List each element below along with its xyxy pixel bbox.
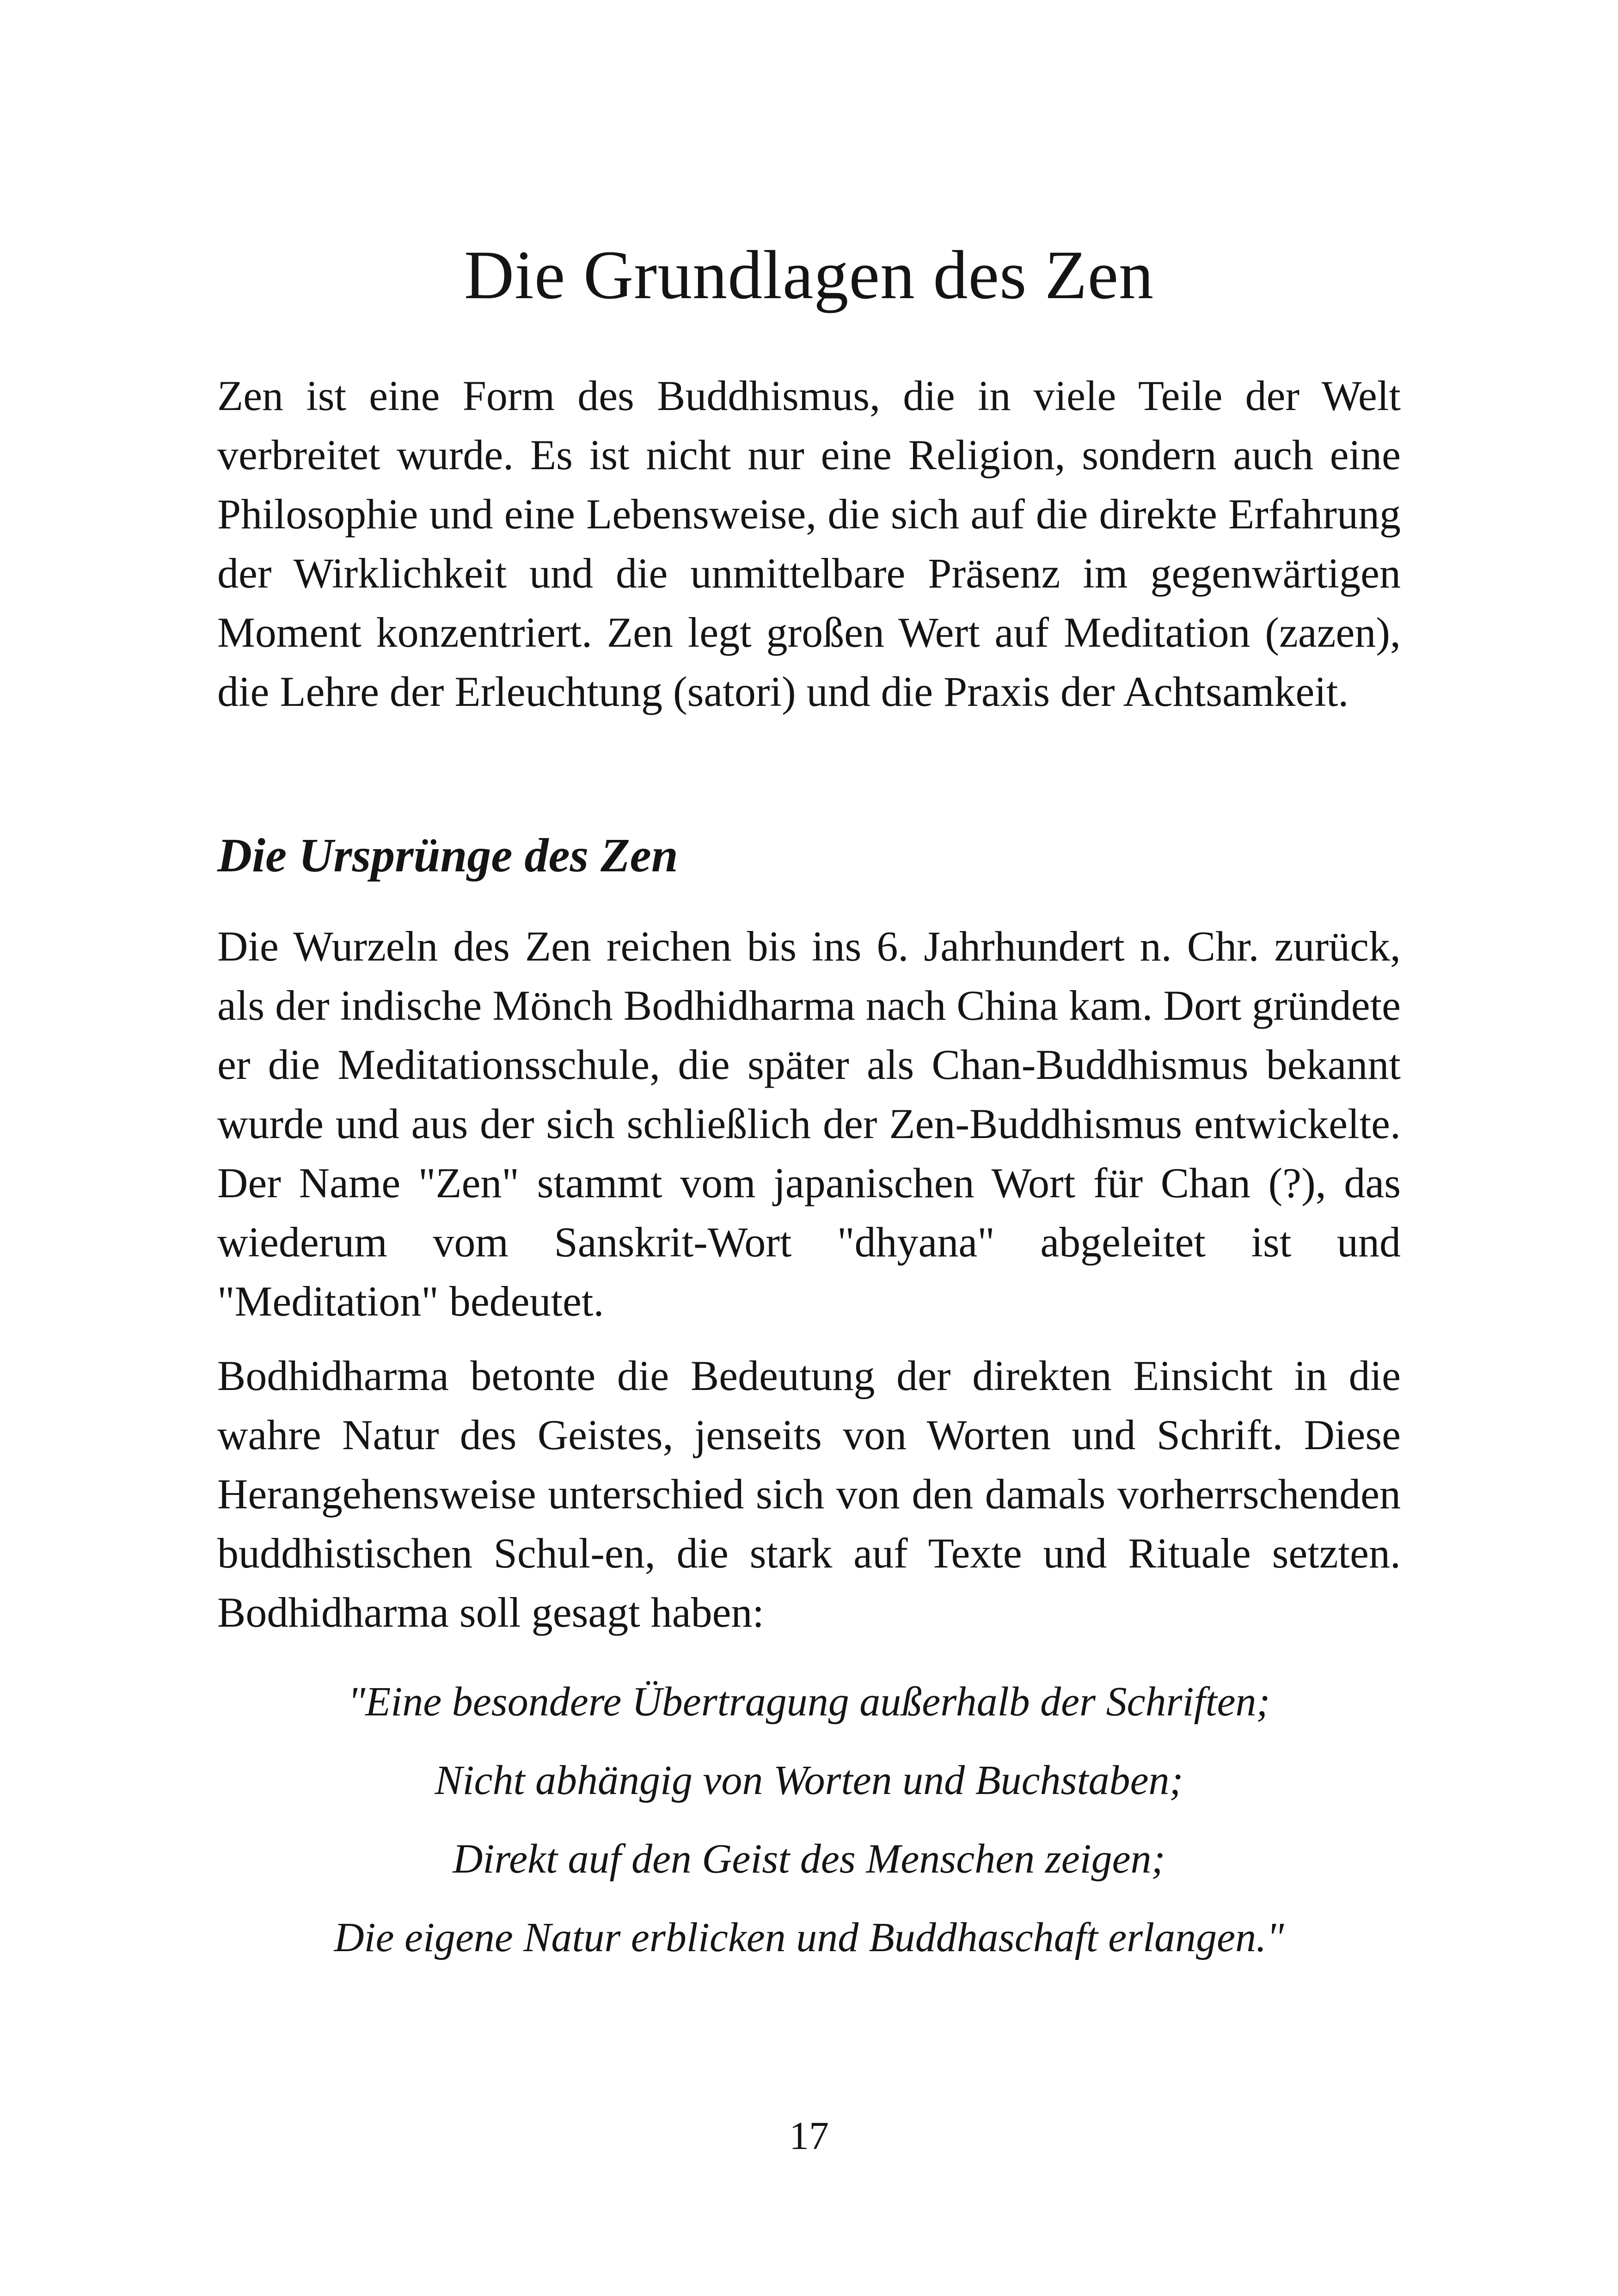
quote-line: Die eigene Natur erblicken und Buddhaschaft erlangen." (334, 1915, 1284, 1960)
intro-paragraph: Zen ist eine Form des Buddhismus, die in viele Teile der Welt verbreitet wurde. Es ist nicht nur eine Religion, sondern auch eine Philosophie und eine Lebensweise, die sich auf die direkte Erfahrung der Wirklichkeit und die unmittelbare Präsenz im gegenwärtigen Moment konzentriert. Zen legt großen Wert auf Meditation (zazen), die Lehre der Erleuchtung (satori) und die Praxis der Achtsamkeit. (217, 372, 1401, 715)
page-title: Die Grundlagen des Zen (464, 237, 1154, 313)
quote-line: Nicht abhängig von Worten und Buchstaben; (435, 1757, 1183, 1803)
quote-line: "Eine besondere Übertragung außerhalb der Schriften; (348, 1679, 1270, 1725)
quote-block (217, 1663, 1401, 1977)
body-paragraph-bodhidharma: Bodhidharma betonte die Bedeutung der direkten Einsicht in die wahre Natur des Geistes, jenseits von Worten und Schrift. Diese Herangehensweise unterschied sich von den damals vorherrschenden buddhistischen Schul-en, die stark auf Texte und Rituale setzten. Bodhidharma soll gesagt haben: (217, 1352, 1401, 1636)
quote-line: Direkt auf den Geist des Menschen zeigen; (453, 1836, 1165, 1882)
body-paragraph-origins: Die Wurzeln des Zen reichen bis ins 6. Jahrhundert n. Chr. zurück, als der indische Mönch Bodhidharma nach China kam. Dort gründete er die Meditationsschule, die später als Chan-Buddhismus bekannt wurde und aus der sich schließlich der Zen-Buddhismus entwickelte. Der Name "Zen" stammt vom japanischen Wort für Chan (?), das wiederum vom Sanskrit-Wort "dhyana" abgeleitet ist und "Meditation" bedeutet. (217, 923, 1401, 1325)
page-number: 17 (789, 2113, 829, 2158)
section-heading: Die Ursprünge des Zen (217, 829, 678, 882)
